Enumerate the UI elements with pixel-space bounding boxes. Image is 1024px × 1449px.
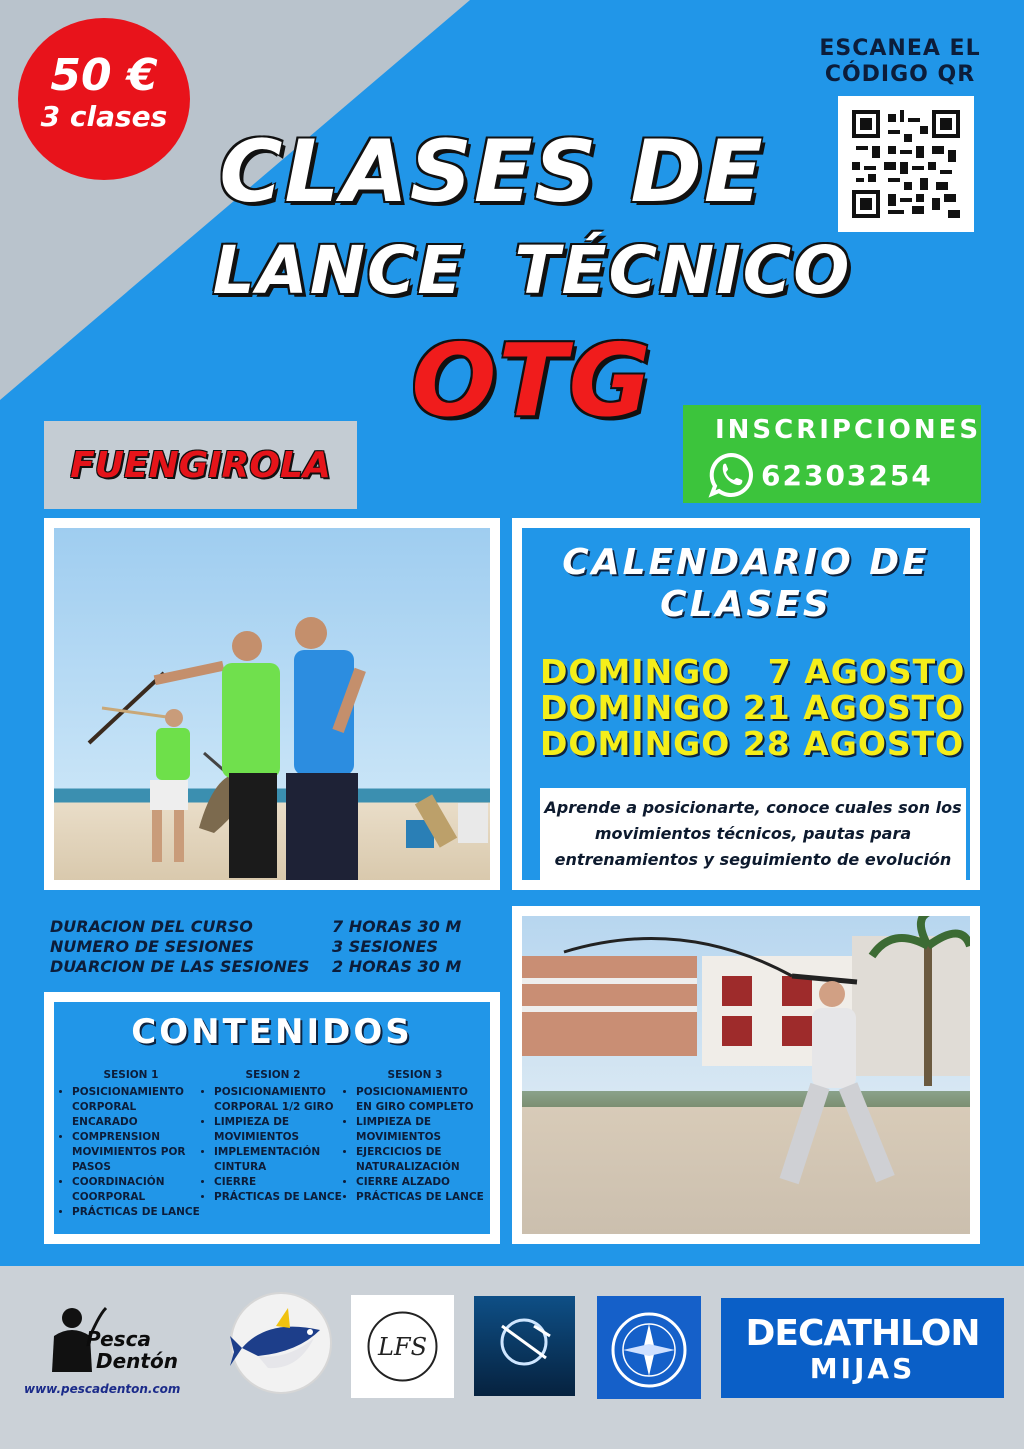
inscripciones-box[interactable]: [683, 405, 981, 503]
calendar-description-text: Aprende a posicionarte, conoce cuales son los movimientos técnicos, pautas para entrenamientos y seguimiento de evolución: [544, 798, 962, 869]
session-item: • POSICIONAMIENTO CORPORAL 1/2 GIRO: [214, 1085, 344, 1115]
duration-block: [50, 917, 490, 977]
pesca-denton-url[interactable]: www.pescadenton.com: [24, 1382, 181, 1396]
contenidos-frame: [44, 992, 500, 1244]
session-title: SESION 2: [245, 1069, 301, 1081]
calendar-description: [540, 788, 966, 880]
casting-illustration: [522, 916, 970, 1234]
duration-row: [50, 917, 490, 937]
session-item: • POSICIONAMIENTO EN GIRO COMPLETO: [356, 1085, 486, 1115]
duration-label: DUARCION DE LAS SESIONES: [50, 957, 310, 976]
casting-photo: [522, 916, 970, 1234]
session-item: • POSICIONAMIENTO CORPORAL ENCARADO: [72, 1085, 202, 1130]
duration-value: 7 HORAS 30 M: [332, 917, 462, 936]
duration-label: NUMERO DE SESIONES: [50, 937, 254, 956]
calendar-title: CALENDARIO DE CLASES: [562, 542, 930, 625]
beach-photo-frame: [44, 518, 500, 890]
compass-icon: [597, 1296, 701, 1399]
pesca-denton-name: [86, 1328, 178, 1372]
pesca-denton-name-line1: Pesca: [86, 1327, 151, 1351]
duration-value: 3 SESIONES: [332, 937, 439, 956]
pesca-denton-name-line2: Dentón: [96, 1349, 178, 1373]
lfs-logo[interactable]: [351, 1295, 454, 1398]
duration-value: 2 HORAS 30 M: [332, 957, 462, 976]
contenidos-panel: [54, 1002, 490, 1234]
title-line-3: OTG: [411, 322, 653, 439]
decathlon-logo[interactable]: [721, 1298, 1004, 1398]
diver-icon: [474, 1296, 575, 1396]
session-title: SESION 3: [387, 1069, 443, 1081]
location-box: [44, 421, 357, 509]
casting-photo-frame: [512, 906, 980, 1244]
tuna-icon: [228, 1290, 334, 1396]
qr-label: ESCANEA EL CÓDIGO QR: [819, 36, 981, 87]
pesca-denton-logo[interactable]: [24, 1306, 224, 1406]
contenidos-title: CONTENIDOS: [131, 1012, 413, 1052]
qr-code-icon: [852, 110, 960, 218]
escuela-de-pesca-logo[interactable]: [597, 1296, 701, 1399]
session-item: • PRÁCTICAS DE LANCE: [214, 1190, 344, 1205]
inscripciones-label: INSCRIPCIONES: [715, 415, 982, 445]
tu-guia-de-pesca-logo[interactable]: [474, 1296, 575, 1396]
duration-row: [50, 937, 490, 957]
title-line-2: LANCE TÉCNICO: [212, 232, 852, 309]
price-amount: 50 €: [50, 50, 158, 101]
qr-code[interactable]: [838, 96, 974, 232]
session-item: • PRÁCTICAS DE LANCE: [72, 1205, 202, 1220]
session-item: • CIERRE: [214, 1175, 344, 1190]
calendar-dates: DOMINGO 7 AGOSTO DOMINGO 21 AGOSTO DOMINGO 28 AGOSTO: [540, 652, 966, 763]
session-item: • EJERCICIOS DE NATURALIZACIÓN: [356, 1145, 486, 1175]
session-item: • PRÁCTICAS DE LANCE: [356, 1190, 486, 1205]
calendar-frame: [512, 518, 980, 890]
session-1: [60, 1068, 202, 1220]
duration-row: [50, 957, 490, 977]
session-item: • IMPLEMENTACIÓN CINTURA: [214, 1145, 344, 1175]
duration-label: DURACION DEL CURSO: [50, 917, 253, 936]
price-sub: 3 clases: [40, 100, 168, 133]
atunarro-fishing-logo[interactable]: [228, 1290, 334, 1396]
session-item: • CIERRE ALZADO: [356, 1175, 486, 1190]
session-title: SESION 1: [103, 1069, 159, 1081]
beach-training-illustration: [54, 528, 490, 880]
decathlon-name: DECATHLON: [745, 1313, 980, 1354]
session-2: [202, 1068, 344, 1220]
decathlon-sub: MIJAS: [809, 1352, 916, 1385]
title-line-1: CLASES DE: [219, 122, 765, 222]
inscripciones-phone: 62303254: [761, 459, 933, 492]
session-item: • COORDINACIÓN COORPORAL: [72, 1175, 202, 1205]
whatsapp-icon: [707, 451, 755, 499]
session-item: • COMPRENSION MOVIMIENTOS POR PASOS: [72, 1130, 202, 1175]
lfs-text: LFS: [377, 1333, 428, 1361]
sessions-list: [60, 1068, 486, 1220]
calendar-panel: [522, 528, 970, 880]
session-item: • LIMPIEZA DE MOVIMIENTOS: [214, 1115, 344, 1145]
session-3: [344, 1068, 486, 1220]
location-text: FUENGIROLA: [70, 444, 331, 486]
beach-training-photo: [54, 528, 490, 880]
session-item: • LIMPIEZA DE MOVIMIENTOS: [356, 1115, 486, 1145]
